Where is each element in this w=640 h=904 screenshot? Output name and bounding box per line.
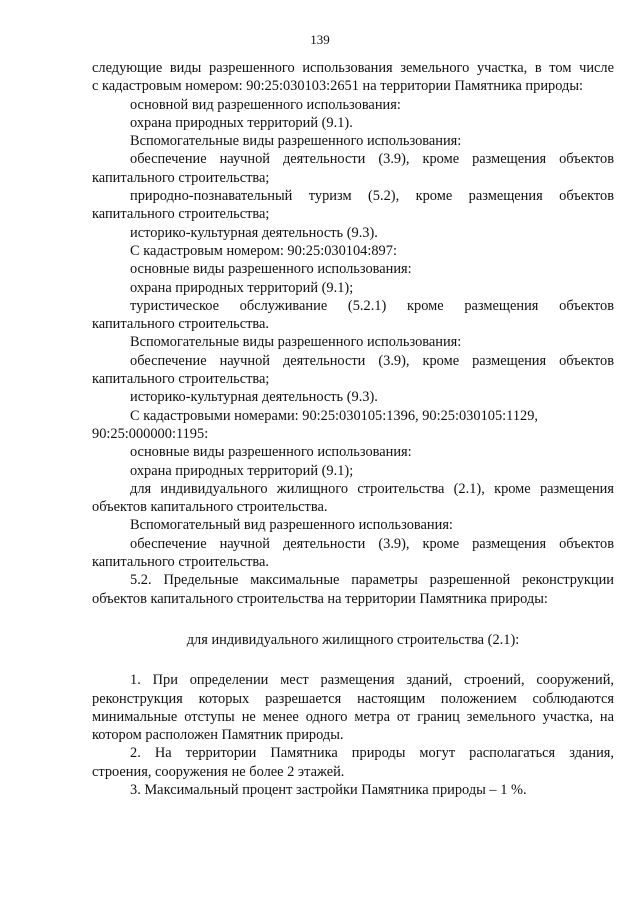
text-line: Вспомогательные виды разрешенного использования: — [130, 334, 462, 351]
text-line: реконструкция которых разрешается настоящим положением соблюдаются — [92, 690, 614, 707]
text-line: 3. Максимальный процент застройки Памятника природы – 1 %. — [130, 781, 527, 798]
document-body — [92, 59, 614, 799]
text-line: охрана природных территорий (9.1); — [130, 279, 354, 296]
text-line: объектов капитального строительства на территории Памятника природы: — [92, 590, 548, 607]
text-line: природно-познавательный туризм (5.2), кроме размещения объектов — [130, 188, 614, 205]
text-line: минимальные отступы не менее одного метра от границ земельного участка, на — [92, 708, 614, 725]
page-number: 139 — [310, 32, 330, 47]
text-line: с кадастровым номером: 90:25:030103:2651 на территории Памятника природы: — [92, 78, 583, 95]
text-line: историко-культурная деятельность (9.3). — [130, 389, 378, 406]
text-line: капитального строительства; — [92, 169, 270, 186]
text-line: Вспомогательные виды разрешенного использования: — [130, 133, 462, 150]
text-line: обеспечение научной деятельности (3.9), кроме размещения объектов — [130, 151, 614, 168]
text-line: основные виды разрешенного использования: — [130, 261, 412, 278]
text-line: Вспомогательный вид разрешенного использования: — [130, 517, 453, 534]
text-line: С кадастровым номером: 90:25:030104:897: — [130, 242, 397, 259]
text-line: капитального строительства. — [92, 316, 269, 333]
text-line: котором расположен Памятник природы. — [92, 727, 344, 744]
spacer — [92, 649, 614, 671]
text-line: 1. При определении мест размещения зданий, строений, сооружений, — [130, 672, 614, 689]
spacer — [92, 608, 614, 631]
text-line: 90:25:000000:1195: — [92, 425, 209, 442]
text-line: строения, сооружения не более 2 этажей. — [92, 763, 345, 780]
text-line: объектов капитального строительства. — [92, 499, 328, 516]
text-line: основной вид разрешенного использования: — [130, 96, 401, 113]
text-line: охрана природных территорий (9.1); — [130, 462, 354, 479]
text-line: обеспечение научной деятельности (3.9), кроме размещения объектов — [130, 535, 614, 552]
text-line: охрана природных территорий (9.1). — [130, 114, 353, 131]
text-line: капитального строительства; — [92, 206, 270, 223]
text-line: капитального строительства. — [92, 554, 269, 571]
text-line: следующие виды разрешенного использования земельного участка, в том числе — [92, 60, 614, 76]
text-line: С кадастровыми номерами: 90:25:030105:1396, 90:25:030105:1129, — [130, 407, 538, 424]
text-line: историко-культурная деятельность (9.3). — [130, 224, 378, 241]
text-line: 2. На территории Памятника природы могут располагаться здания, — [130, 745, 614, 762]
text-line: обеспечение научной деятельности (3.9), кроме размещения объектов — [130, 352, 614, 369]
text-line: туристическое обслуживание (5.2.1) кроме размещения объектов — [130, 297, 614, 314]
text-line: 5.2. Предельные максимальные параметры разрешенной реконструкции — [130, 572, 614, 589]
text-line: капитального строительства; — [92, 371, 270, 388]
section-subheading: для индивидуального жилищного строительства (2.1): — [186, 631, 520, 648]
text-line: основные виды разрешенного использования: — [130, 444, 412, 461]
text-line: для индивидуального жилищного строительства (2.1), кроме размещения — [130, 480, 614, 497]
